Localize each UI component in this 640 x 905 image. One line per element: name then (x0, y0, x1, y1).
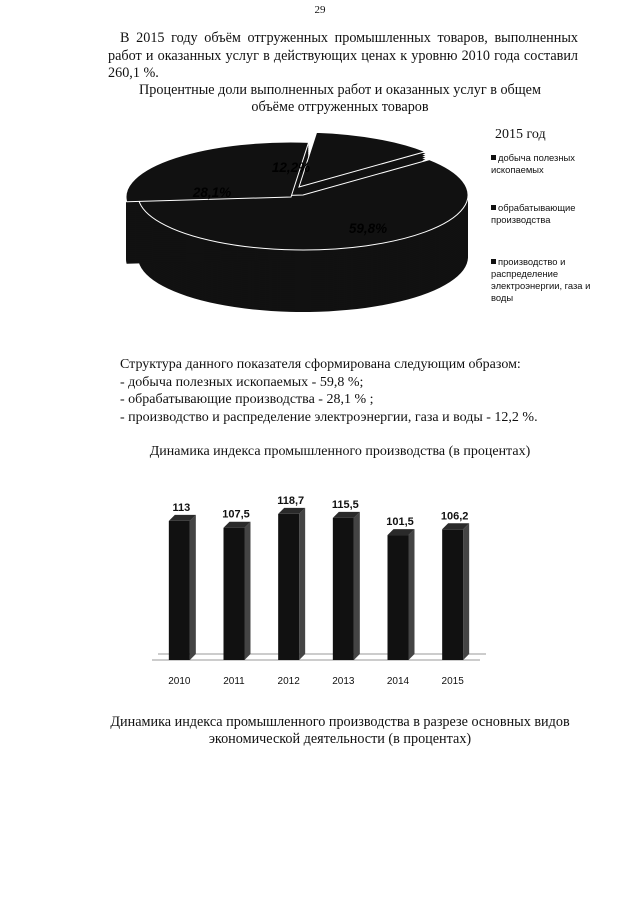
legend-item-mining (491, 152, 591, 176)
bar-side (245, 522, 251, 660)
legend-label: добыча полезных ископаемых (491, 152, 575, 175)
legend-swatch (491, 259, 496, 264)
bar-side (409, 529, 415, 660)
bar (388, 535, 409, 660)
pie-chart (120, 125, 480, 325)
pie-chart-title: Процентные доли выполненных работ и оказанных услуг в общем объёме отгруженных товаров (139, 82, 541, 115)
x-tick-label: 2014 (386, 676, 410, 687)
bar-side (354, 512, 360, 660)
bar-data-label: 115,5 (331, 498, 359, 511)
legend-item-manufacturing (491, 202, 591, 226)
bar-data-label: 118,7 (277, 494, 305, 507)
structure-heading: Структура данного показателя сформирована следующим образом: (120, 357, 521, 372)
bar-side (299, 508, 305, 660)
bar (224, 528, 245, 660)
bar (333, 518, 354, 660)
pie-legend-title: 2015 год (495, 127, 546, 142)
x-tick-label: 2011 (223, 676, 245, 687)
bar-data-label: 113 (172, 501, 191, 514)
x-tick-label: 2010 (168, 676, 191, 687)
pie-data-label: 12,2% (271, 160, 311, 175)
intro-paragraph: В 2015 году объём отгруженных промышленных товаров, выполненных работ и оказанных услуг в действующих ценах к уровню 2010 года составил 260,1 %. (108, 30, 578, 81)
legend-swatch (491, 155, 496, 160)
legend-item-utilities (491, 256, 591, 304)
pie-data-label: 28,1% (192, 185, 232, 200)
page-number: 29 (314, 4, 326, 16)
x-tick-label: 2012 (277, 676, 300, 687)
structure-item: - производство и распределение электроэнергии, газа и воды - 12,2 %. (120, 409, 538, 425)
legend-label: обрабатывающие производства (491, 202, 576, 225)
bar (169, 521, 190, 660)
bar-chart (130, 480, 490, 695)
bar-data-label: 107,5 (222, 508, 250, 521)
next-section-title: Динамика индекса промышленного производства в разрезе основных видов экономической деятельности (в процентах) (110, 714, 570, 747)
bar-data-label: 101,5 (386, 516, 414, 529)
structure-item: - обрабатывающие производства - 28,1 % ; (120, 392, 374, 407)
bar-side (463, 523, 469, 660)
x-tick-label: 2015 (441, 676, 464, 687)
legend-swatch (491, 205, 496, 210)
x-tick-label: 2013 (332, 676, 355, 687)
bar-side (190, 515, 196, 660)
bar (278, 514, 299, 660)
structure-item: - добыча полезных ископаемых - 59,8 %; (120, 374, 364, 390)
pie-data-label: 59,8% (348, 221, 388, 236)
legend-label: производство и распределение электроэнергии, газа и воды (491, 256, 591, 303)
bar-data-label: 106,2 (440, 510, 469, 523)
bar (442, 529, 463, 660)
bar-chart-title: Динамика индекса промышленного производства (в процентах) (149, 444, 531, 459)
structure-text (120, 356, 600, 426)
